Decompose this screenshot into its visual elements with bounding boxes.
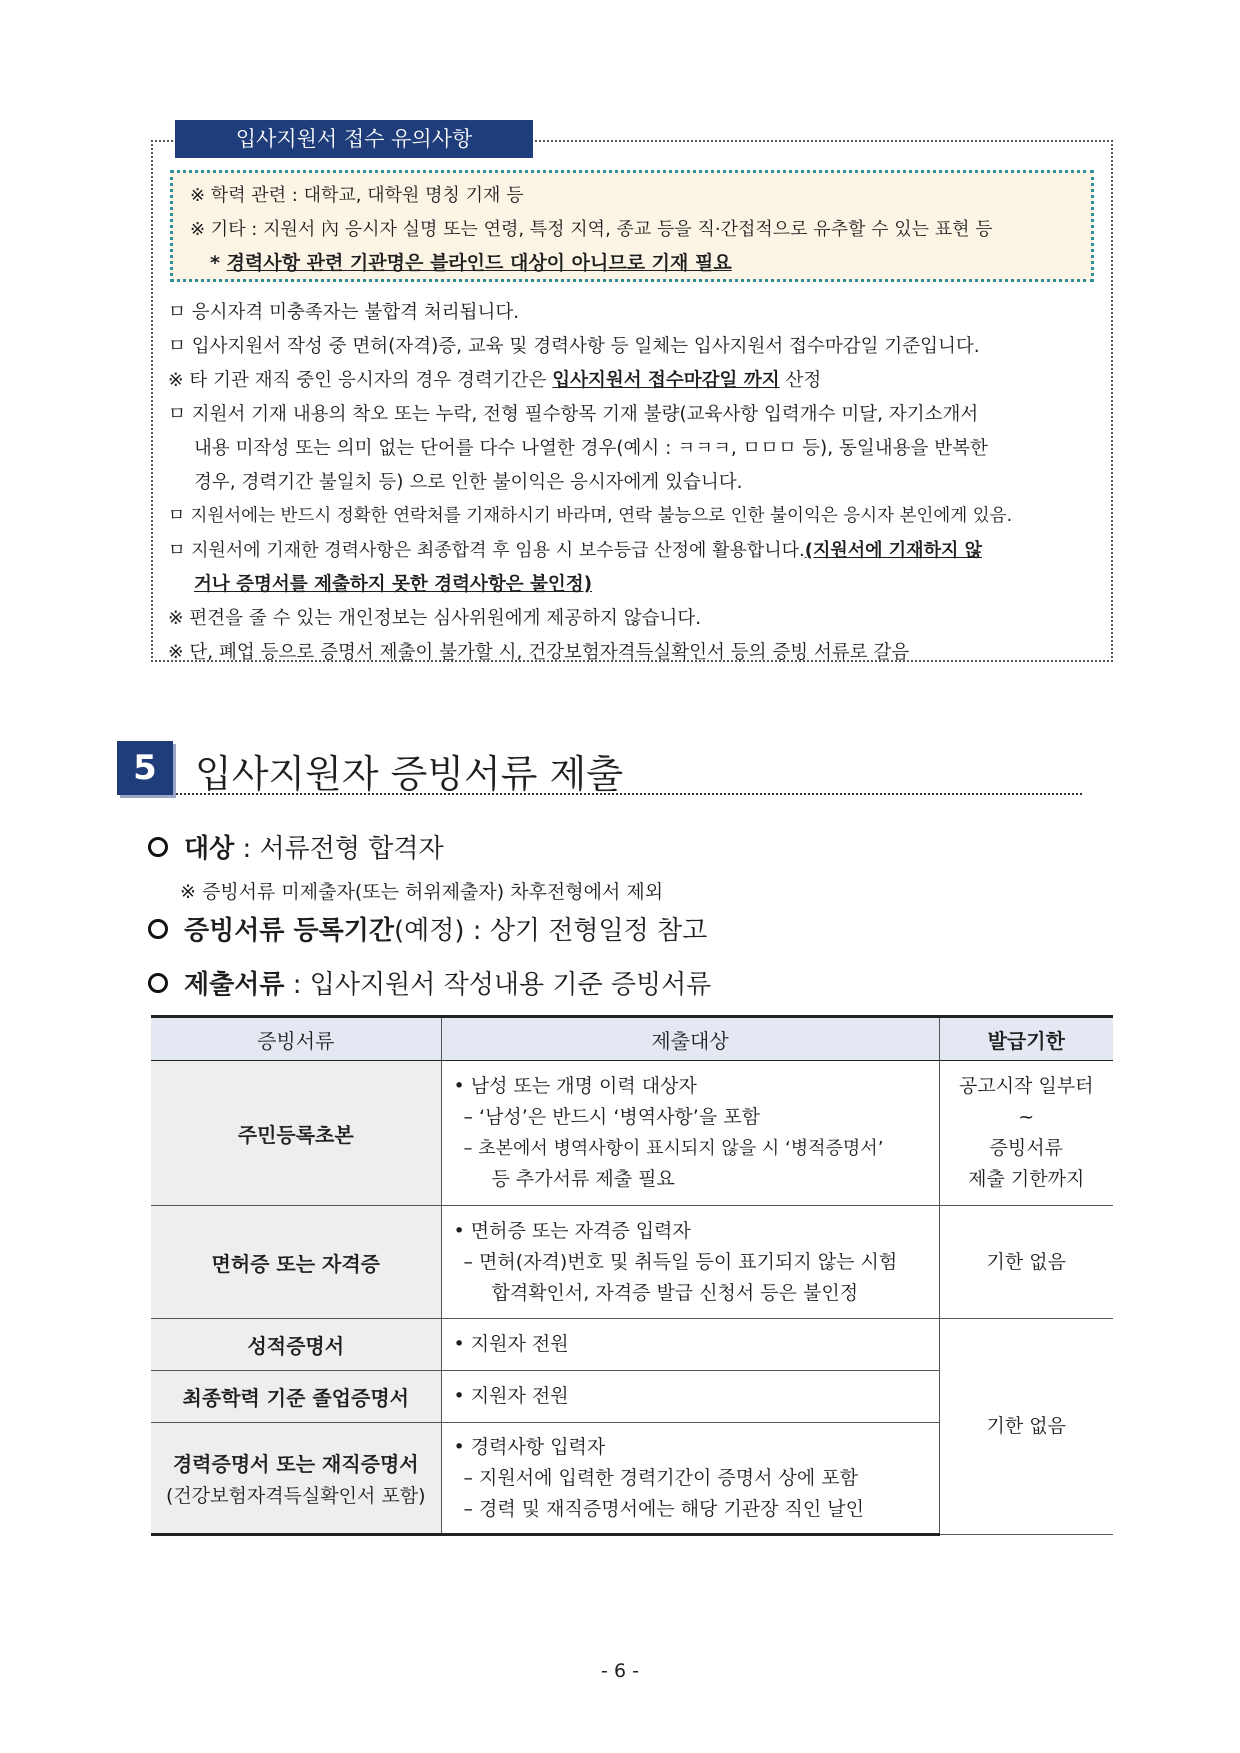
target-cell: • 남성 또는 개명 이력 대상자 – ‘남성’은 반드시 ‘병역사항’을 포함 – 초본에서 병역사항이 표시되지 않을 시 ‘병적증명서’ 등 추가서류 제출 필요 [441, 1061, 939, 1206]
notice-item: 경우, 경력기간 불일치 등) 으로 인한 불이익은 응시자에게 있습니다. [194, 472, 743, 493]
notice-item: ㅁ 응시자격 미충족자는 불합격 처리됩니다. [168, 302, 520, 323]
doc-name: 최종학력 기준 졸업증명서 [151, 1371, 441, 1423]
page-number: - 6 - [601, 1660, 639, 1682]
notice-item: ※ 단, 폐업 등으로 증명서 제출이 불가할 시, 건강보험자격득실확인서 등의 증빙 서류로 갈음 [168, 642, 910, 663]
doc-name: 경력증명서 또는 재직증명서 (건강보험자격득실확인서 포함) [151, 1423, 441, 1535]
deadline-cell: 기한 없음 [939, 1319, 1113, 1535]
target-cell: • 면허증 또는 자격증 입력자 – 면허(자격)번호 및 취득일 등이 표기되지 않는 시험 합격확인서, 자격증 발급 신청서 등은 불인정 [441, 1206, 939, 1319]
deadline-cell: 공고시작 일부터 ~ 증빙서류 제출 기한까지 [939, 1061, 1113, 1206]
notice-item: ㅁ 지원서 기재 내용의 착오 또는 누락, 전형 필수항목 기재 불량(교육사항 입력개수 미달, 자기소개서 [168, 404, 979, 425]
documents-table [151, 1015, 1113, 1536]
notice-tab-title: 입사지원서 접수 유의사항 [175, 120, 533, 158]
bullet-registration-period: 증빙서류 등록기간(예정) : 상기 전형일정 참고 [148, 910, 707, 947]
doc-name: 성적증명서 [151, 1319, 441, 1371]
section-divider [176, 793, 1082, 795]
notice-highlight-emphasis: * 경력사항 관련 기관명은 블라인드 대상이 아니므로 기재 필요 [210, 252, 732, 274]
notice-item: 거나 증명서를 제출하지 못한 경력사항은 불인정) [194, 574, 593, 595]
doc-name: 주민등록초본 [151, 1061, 441, 1206]
table-row [151, 1319, 1113, 1371]
section-title: 입사지원자 증빙서류 제출 [195, 752, 623, 796]
doc-name: 면허증 또는 자격증 [151, 1206, 441, 1319]
notice-item: ※ 편견을 줄 수 있는 개인정보는 심사위원에게 제공하지 않습니다. [168, 608, 702, 629]
notice-item: ※ 타 기관 재직 중인 응시자의 경우 경력기간은 입사지원서 접수마감일 까지 산정 [168, 370, 822, 391]
table-header-row [151, 1017, 1113, 1061]
notice-item: ㅁ 지원서에 기재한 경력사항은 최종합격 후 임용 시 보수등급 산정에 활용합니다.(지원서에 기재하지 않 [168, 540, 983, 561]
notice-item: 내용 미작성 또는 의미 없는 단어를 다수 나열한 경우(예시 : ㅋㅋㅋ, ㅁㅁㅁ 등), 동일내용을 반복한 [194, 438, 988, 459]
deadline-cell: 기한 없음 [939, 1206, 1113, 1319]
target-cell: • 경력사항 입력자 – 지원서에 입력한 경력기간이 증명서 상에 포함 – 경력 및 재직증명서에는 해당 기관장 직인 날인 [441, 1423, 939, 1535]
target-cell: • 지원자 전원 [441, 1319, 939, 1371]
notice-highlight-line: ※ 기타 : 지원서 內 응시자 실명 또는 연령, 특정 지역, 종교 등을 직·간접적으로 유추할 수 있는 표현 등 [190, 219, 993, 240]
notice-highlight-line: ※ 학력 관련 : 대학교, 대학원 명칭 기재 등 [190, 185, 524, 206]
table-row [151, 1061, 1113, 1206]
circle-bullet-icon [148, 973, 168, 993]
circle-bullet-icon [148, 919, 168, 939]
header-target: 제출대상 [441, 1017, 939, 1061]
header-deadline: 발급기한 [939, 1017, 1113, 1061]
target-cell: • 지원자 전원 [441, 1371, 939, 1423]
circle-bullet-icon [148, 837, 168, 857]
notice-item: ㅁ 지원서에는 반드시 정확한 연락처를 기재하시기 바라며, 연락 불능으로 인한 불이익은 응시자 본인에게 있음. [168, 506, 1013, 526]
header-documents: 증빙서류 [151, 1017, 441, 1061]
bullet-target: 대상 : 서류전형 합격자 [148, 828, 444, 865]
bullet-documents: 제출서류 : 입사지원서 작성내용 기준 증빙서류 [148, 964, 711, 1001]
table-row [151, 1206, 1113, 1319]
section-number-badge: 5 [117, 741, 173, 795]
sub-note: ※ 증빙서류 미제출자(또는 허위제출자) 차후전형에서 제외 [180, 881, 664, 903]
notice-item: ㅁ 입사지원서 작성 중 면허(자격)증, 교육 및 경력사항 등 일체는 입사지원서 접수마감일 기준입니다. [168, 336, 980, 357]
